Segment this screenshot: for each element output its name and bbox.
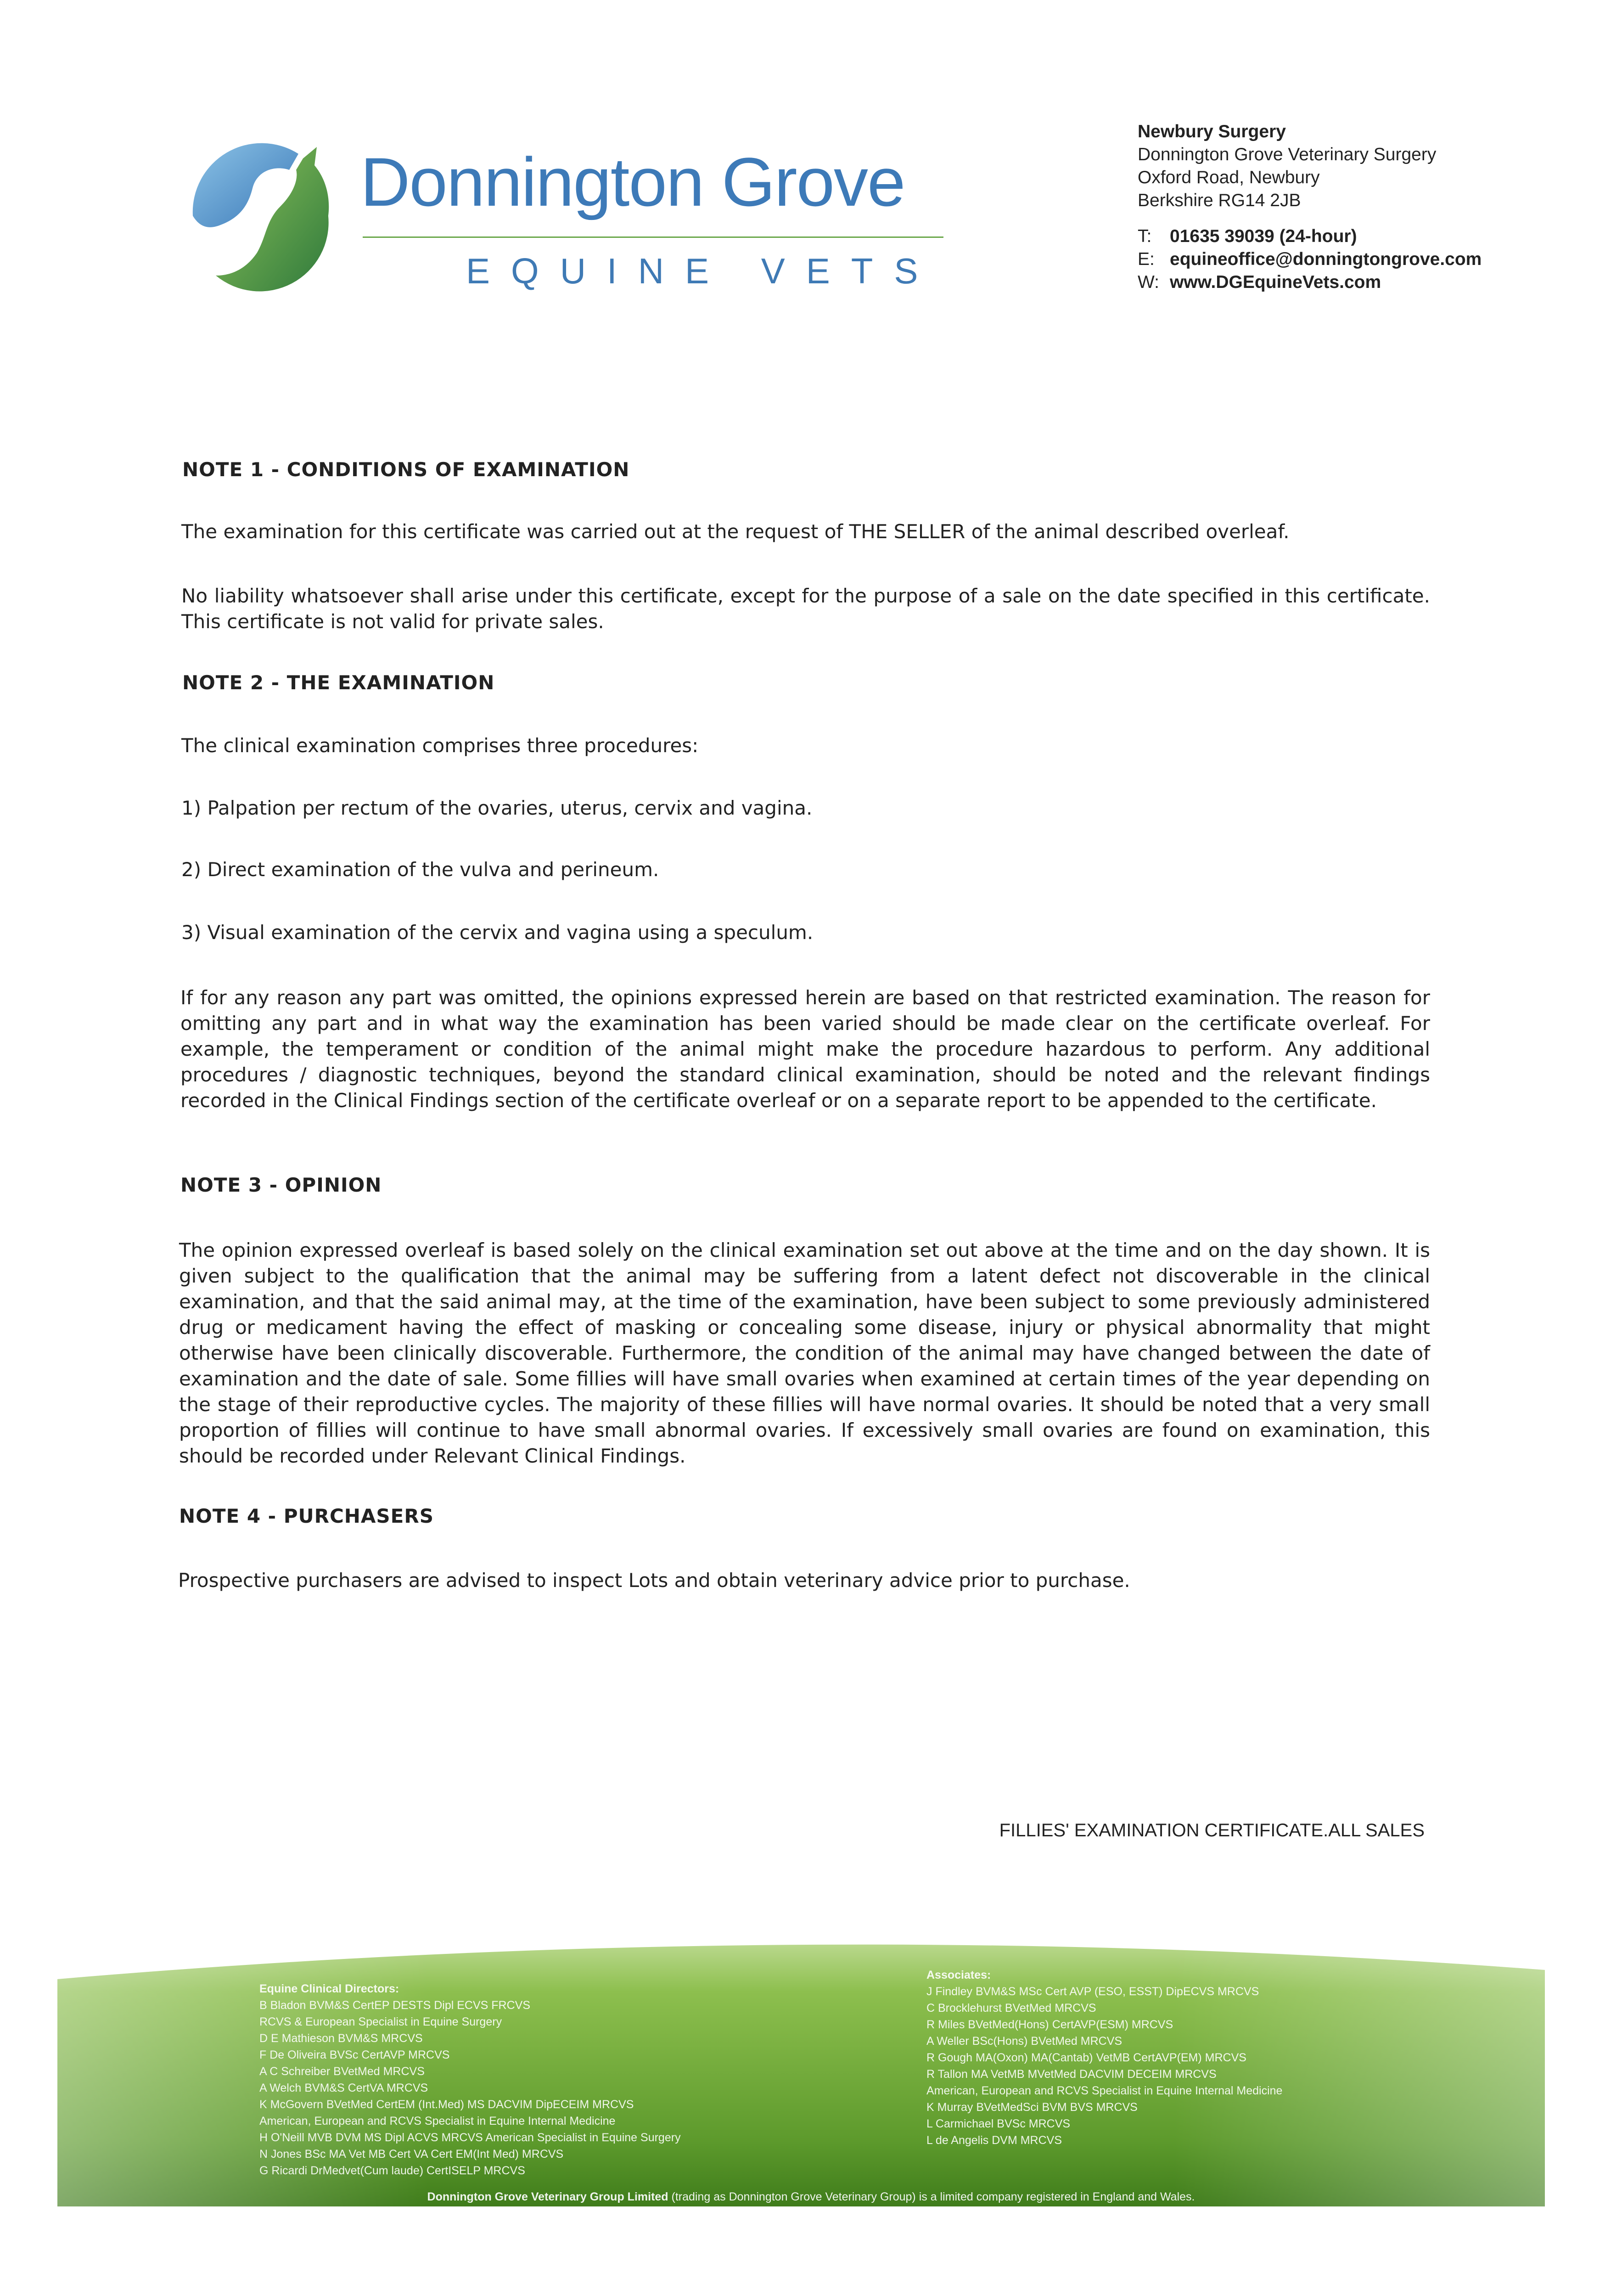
web-label: W: [1138,272,1159,292]
associates-title: Associates: [926,1969,991,1981]
address-line: Berkshire RG14 2JB [1138,191,1301,210]
address-block [1138,120,1436,212]
company-registration [0,2190,1622,2204]
procedure-item: 3) Visual examination of the cervix and vagina using a speculum. [181,921,814,944]
address-line: Donnington Grove Veterinary Surgery [1138,145,1437,164]
website-link[interactable]: www.DGEquineVets.com [1170,272,1381,292]
contact-block [1138,225,1482,294]
surgery-name: Newbury Surgery [1138,122,1286,141]
director-line: K McGovern BVetMed CertEM (Int.Med) MS DACVIM DipECEIM MRCVS [259,2098,634,2111]
note4-paragraph: Prospective purchasers are advised to inspect Lots and obtain veterinary advice prior to purchase. [178,1569,1130,1592]
director-line: A Welch BVM&S CertVA MRCVS [259,2082,428,2094]
note3-paragraph: The opinion expressed overleaf is based solely on the clinical examination set out above at the time and on the day shown. It is given subject to the qualification that the animal may be suffering from a latent defect not discoverable in the clinical examination, and that the said animal may, at the time of the examination, have been subject to some previously administered drug or medicament having the effect of masking or concealing some disease, injury or physical abnormality that might otherwise have been clinically discoverable. Furthermore, the condition of the animal may have changed between the date of examination and the date of sale. Some fillies will have small ovaries when examined at certain times of the year depending on the stage of their reproductive cycles. The majority of these fillies will have normal ovaries. It should be noted that a very small proportion of fillies will continue to have small abnormal ovaries. If excessively small ovaries are found on examination, this should be recorded under Relevant Clinical Findings. [179,1239,1430,1467]
director-line: F De Oliveira BVSc CertAVP MRCVS [259,2048,450,2061]
footer-band [0,1919,1622,2213]
associate-line: J Findley BVM&S MSc Cert AVP (ESO, ESST) DipECVS MRCVS [926,1985,1259,1998]
directors-list [259,1981,681,2179]
associate-line: A Weller BSc(Hons) BVetMed MRCVS [926,2035,1122,2048]
director-line: RCVS & European Specialist in Equine Surgery [259,2015,502,2028]
note4-heading: NOTE 4 - PURCHASERS [179,1505,434,1527]
brand-divider [363,236,943,238]
procedure-item: 1) Palpation per rectum of the ovaries, uterus, cervix and vagina. [181,797,813,819]
associate-line: K Murray BVetMedSci BVM BVS MRCVS [926,2101,1138,2114]
brand-subtitle: EQUINE VETS [466,251,939,291]
company-name: Donnington Grove Veterinary Group Limited [427,2190,668,2203]
directors-title: Equine Clinical Directors: [259,1982,399,1995]
associate-line: American, European and RCVS Specialist in Equine Internal Medicine [926,2084,1283,2097]
director-line: A C Schreiber BVetMed MRCVS [259,2065,425,2078]
email-link[interactable]: equineoffice@donningtongrove.com [1170,249,1482,269]
director-line: N Jones BSc MA Vet MB Cert VA Cert EM(Int Med) MRCVS [259,2148,564,2161]
director-line: American, European and RCVS Specialist in Equine Internal Medicine [259,2115,616,2127]
note3-heading: NOTE 3 - OPINION [180,1174,382,1196]
director-line: D E Mathieson BVM&S MRCVS [259,2032,423,2045]
associates-list [926,1967,1282,2149]
associate-line: R Miles BVetMed(Hons) CertAVP(ESM) MRCVS [926,2018,1173,2031]
director-line: H O'Neill MVB DVM MS Dipl ACVS MRCVS American Specialist in Equine Surgery [259,2131,681,2144]
associate-line: L Carmichael BVSc MRCVS [926,2117,1071,2130]
associate-line: C Brocklehurst BVetMed MRCVS [926,2002,1096,2015]
procedure-item: 2) Direct examination of the vulva and perineum. [181,858,659,881]
note1-heading: NOTE 1 - CONDITIONS OF EXAMINATION [182,458,630,481]
director-line: B Bladon BVM&S CertEP DESTS Dipl ECVS FRCVS [259,1999,531,2012]
phone-number[interactable]: 01635 39039 (24-hour) [1170,226,1357,246]
note1-paragraph: The examination for this certificate was carried out at the request of THE SELLER of the animal described overleaf. [181,520,1290,543]
email-label: E: [1138,249,1155,269]
associate-line: R Tallon MA VetMB MVetMed DACVIM DECEIM MRCVS [926,2068,1217,2081]
associate-line: L de Angelis DVM MRCVS [926,2134,1062,2147]
associate-line: R Gough MA(Oxon) MA(Cantab) VetMB CertAVP(EM) MRCVS [926,2051,1246,2064]
note2-heading: NOTE 2 - THE EXAMINATION [182,671,495,694]
company-registration-text: (trading as Donnington Grove Veterinary Group) is a limited company registered in England and Wales. [671,2190,1195,2203]
form-code: FILLIES' EXAMINATION CERTIFICATE.ALL SALES [999,1820,1425,1840]
brand-name: Donnington Grove [360,143,905,220]
note1-paragraph: No liability whatsoever shall arise under this certificate, except for the purpose of a sale on the date specified in this certificate. This certificate is not valid for private sales. [181,585,1430,633]
address-line: Oxford Road, Newbury [1138,168,1320,187]
note2-intro: The clinical examination comprises three procedures: [181,734,699,757]
phone-label: T: [1138,226,1152,246]
director-line: G Ricardi DrMedvet(Cum laude) CertISELP MRCVS [259,2164,525,2177]
logo-mark [184,138,340,294]
note2-paragraph: If for any reason any part was omitted, the opinions expressed herein are based on that restricted examination. The reason for omitting any part and in what way the examination has been varied should be made clear on the certificate overleaf. For example, the temperament or condition of the animal might make the procedure hazardous to perform. Any additional procedures / diagnostic techniques, beyond the standard clinical examination, should be noted and the relevant findings recorded in the Clinical Findings section of the certificate overleaf or on a separate report to be appended to the certificate. [180,986,1430,1112]
